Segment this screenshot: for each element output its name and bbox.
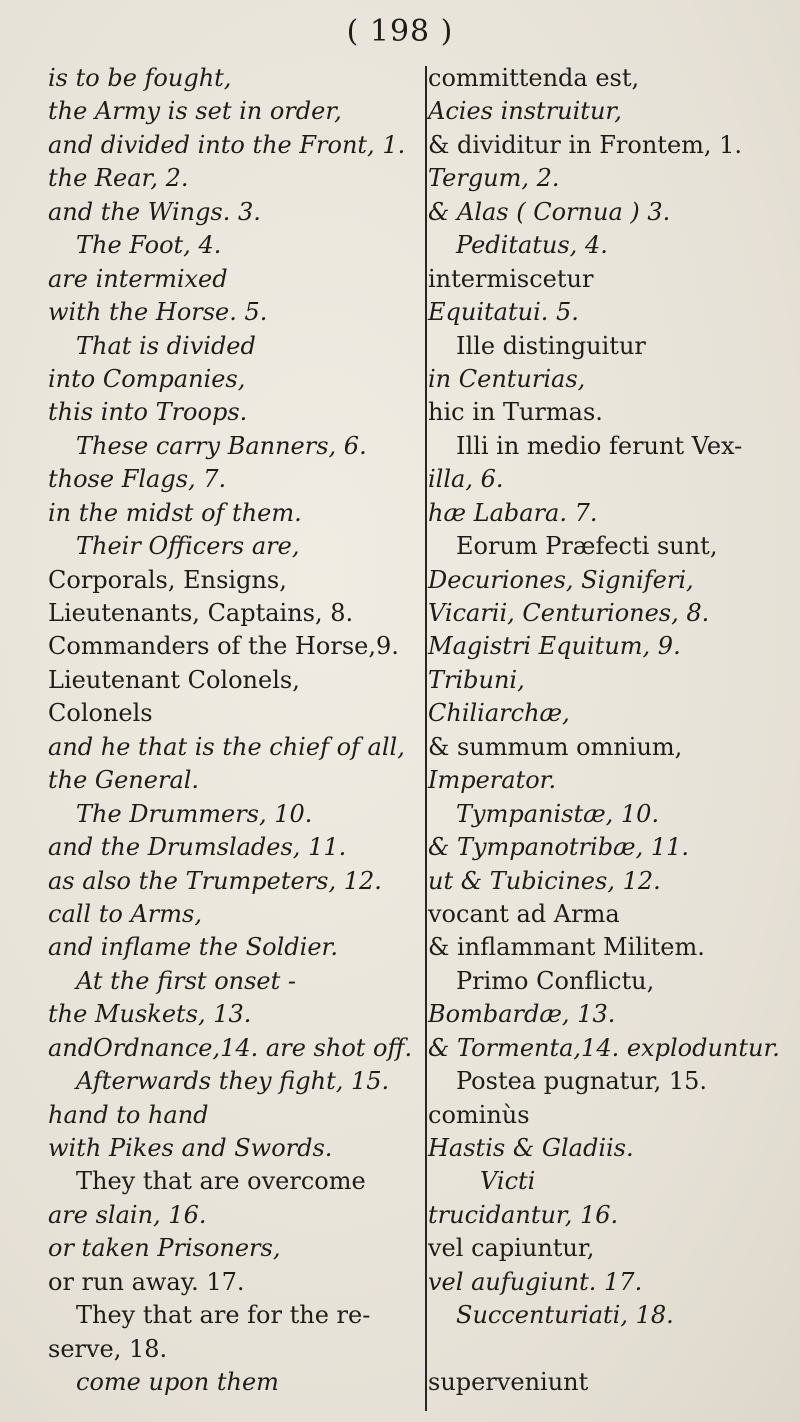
page-number: ( 198 )	[346, 14, 454, 49]
latin-line: Peditatus, 4.	[456, 231, 608, 260]
english-line: are slain, 16.	[48, 1200, 207, 1229]
english-line: the Muskets, 13.	[48, 1000, 252, 1029]
latin-line: committenda est,	[428, 64, 640, 92]
latin-line: Tympanistæ, 10.	[456, 799, 660, 828]
english-line: in the midst of them.	[48, 498, 302, 527]
english-line: That is divided	[76, 331, 256, 360]
english-line: or taken Prisoners,	[48, 1234, 281, 1263]
english-line: Their Officers are,	[76, 532, 300, 561]
latin-line: & Alas ( Cornua ) 3.	[428, 197, 671, 226]
latin-line: & Tormenta,14. exploduntur.	[428, 1033, 780, 1062]
english-line: this into Troops.	[48, 398, 248, 427]
english-line: Afterwards they fight, 15.	[76, 1067, 390, 1096]
english-line: or run away. 17.	[48, 1267, 245, 1296]
english-line: is to be fought,	[48, 64, 232, 92]
latin-line: illa, 6.	[428, 465, 504, 494]
latin-line: & Tympanotribæ, 11.	[428, 833, 690, 862]
latin-line: hic in Turmas.	[428, 398, 603, 427]
english-column	[48, 62, 458, 1400]
english-line: They that are for the re-	[76, 1301, 371, 1330]
english-line: call to Arms,	[48, 899, 202, 928]
english-line: into Companies,	[48, 364, 246, 393]
latin-line: Eorum Præfecti sunt,	[456, 532, 718, 561]
english-line: and he that is the chief of all,	[48, 732, 405, 761]
latin-line: Acies instruitur,	[428, 97, 622, 126]
english-line: They that are overcome	[76, 1167, 366, 1196]
latin-line	[428, 1333, 790, 1366]
latin-line: & inflammant Militem.	[428, 933, 705, 962]
latin-line: hæ Labara. 7.	[428, 498, 598, 527]
english-line: The Drummers, 10.	[76, 799, 313, 828]
latin-line: in Centurias,	[428, 364, 586, 393]
latin-line: Hastis & Gladiis.	[428, 1134, 634, 1162]
english-line: The Foot, 4.	[76, 231, 222, 260]
english-line: come upon them	[76, 1368, 279, 1397]
latin-line: Tribuni,	[428, 665, 525, 694]
english-line: Colonels	[48, 699, 153, 728]
english-line: with the Horse. 5.	[48, 298, 268, 327]
latin-line: Primo Conflictu,	[456, 966, 655, 995]
latin-line: & dividitur in Frontem, 1.	[428, 130, 743, 159]
latin-line: Illi in medio ferunt Vex-	[456, 431, 743, 460]
latin-line: Imperator.	[428, 766, 557, 795]
latin-line: ut & Tubicines, 12.	[428, 866, 661, 895]
latin-line: vocant ad Arma	[428, 899, 620, 928]
english-line: the Rear, 2.	[48, 164, 189, 193]
latin-line: Ille distinguitur	[456, 331, 646, 360]
english-line: and the Drumslades, 11.	[48, 833, 347, 862]
english-line: are intermixed	[48, 264, 228, 293]
english-line: and divided into the Front, 1.	[48, 130, 406, 159]
latin-line: intermiscetur	[428, 264, 594, 293]
english-line: and the Wings. 3.	[48, 197, 261, 226]
latin-line: & summum omnium,	[428, 732, 683, 761]
latin-line: Bombardæ, 13.	[428, 1000, 616, 1029]
latin-line: Succenturiati, 18.	[456, 1301, 674, 1330]
english-line: the General.	[48, 766, 200, 795]
english-line: andOrdnance,14. are shot off.	[48, 1033, 413, 1062]
latin-line: vel aufugiunt. 17.	[428, 1267, 643, 1296]
english-line: as also the Trumpeters, 12.	[48, 866, 382, 895]
english-line: and inflame the Soldier.	[48, 933, 339, 962]
latin-line: Tergum, 2.	[428, 164, 560, 193]
latin-line: Equitatui. 5.	[428, 298, 579, 327]
latin-line: Vicarii, Centuriones, 8.	[428, 599, 710, 627]
latin-line: Decuriones, Signiferi,	[428, 565, 694, 594]
latin-line: Postea pugnatur, 15.	[456, 1067, 708, 1096]
latin-line: superveniunt	[428, 1368, 589, 1397]
english-line: serve, 18.	[48, 1334, 168, 1363]
english-line: with Pikes and Swords.	[48, 1134, 333, 1162]
latin-line: vel capiuntur,	[428, 1234, 595, 1263]
latin-line: Victi	[480, 1167, 536, 1196]
latin-line: Chiliarchæ,	[428, 699, 570, 728]
column-divider	[425, 66, 427, 1411]
english-line: Lieutenants, Captains, 8.	[48, 599, 354, 627]
latin-line: trucidantur, 16.	[428, 1200, 619, 1229]
english-line: Lieutenant Colonels,	[48, 665, 300, 694]
english-line: those Flags, 7.	[48, 465, 227, 494]
latin-column	[428, 62, 790, 1400]
english-line: Corporals, Ensigns,	[48, 565, 287, 594]
latin-line: cominùs	[428, 1100, 530, 1129]
english-line: hand to hand	[48, 1100, 209, 1129]
english-line: At the first onset -	[76, 966, 296, 995]
latin-line: Magistri Equitum, 9.	[428, 632, 681, 661]
english-line: Commanders of the Horse,9.	[48, 632, 399, 661]
english-line: the Army is set in order,	[48, 97, 342, 126]
english-line: These carry Banners, 6.	[76, 431, 367, 460]
